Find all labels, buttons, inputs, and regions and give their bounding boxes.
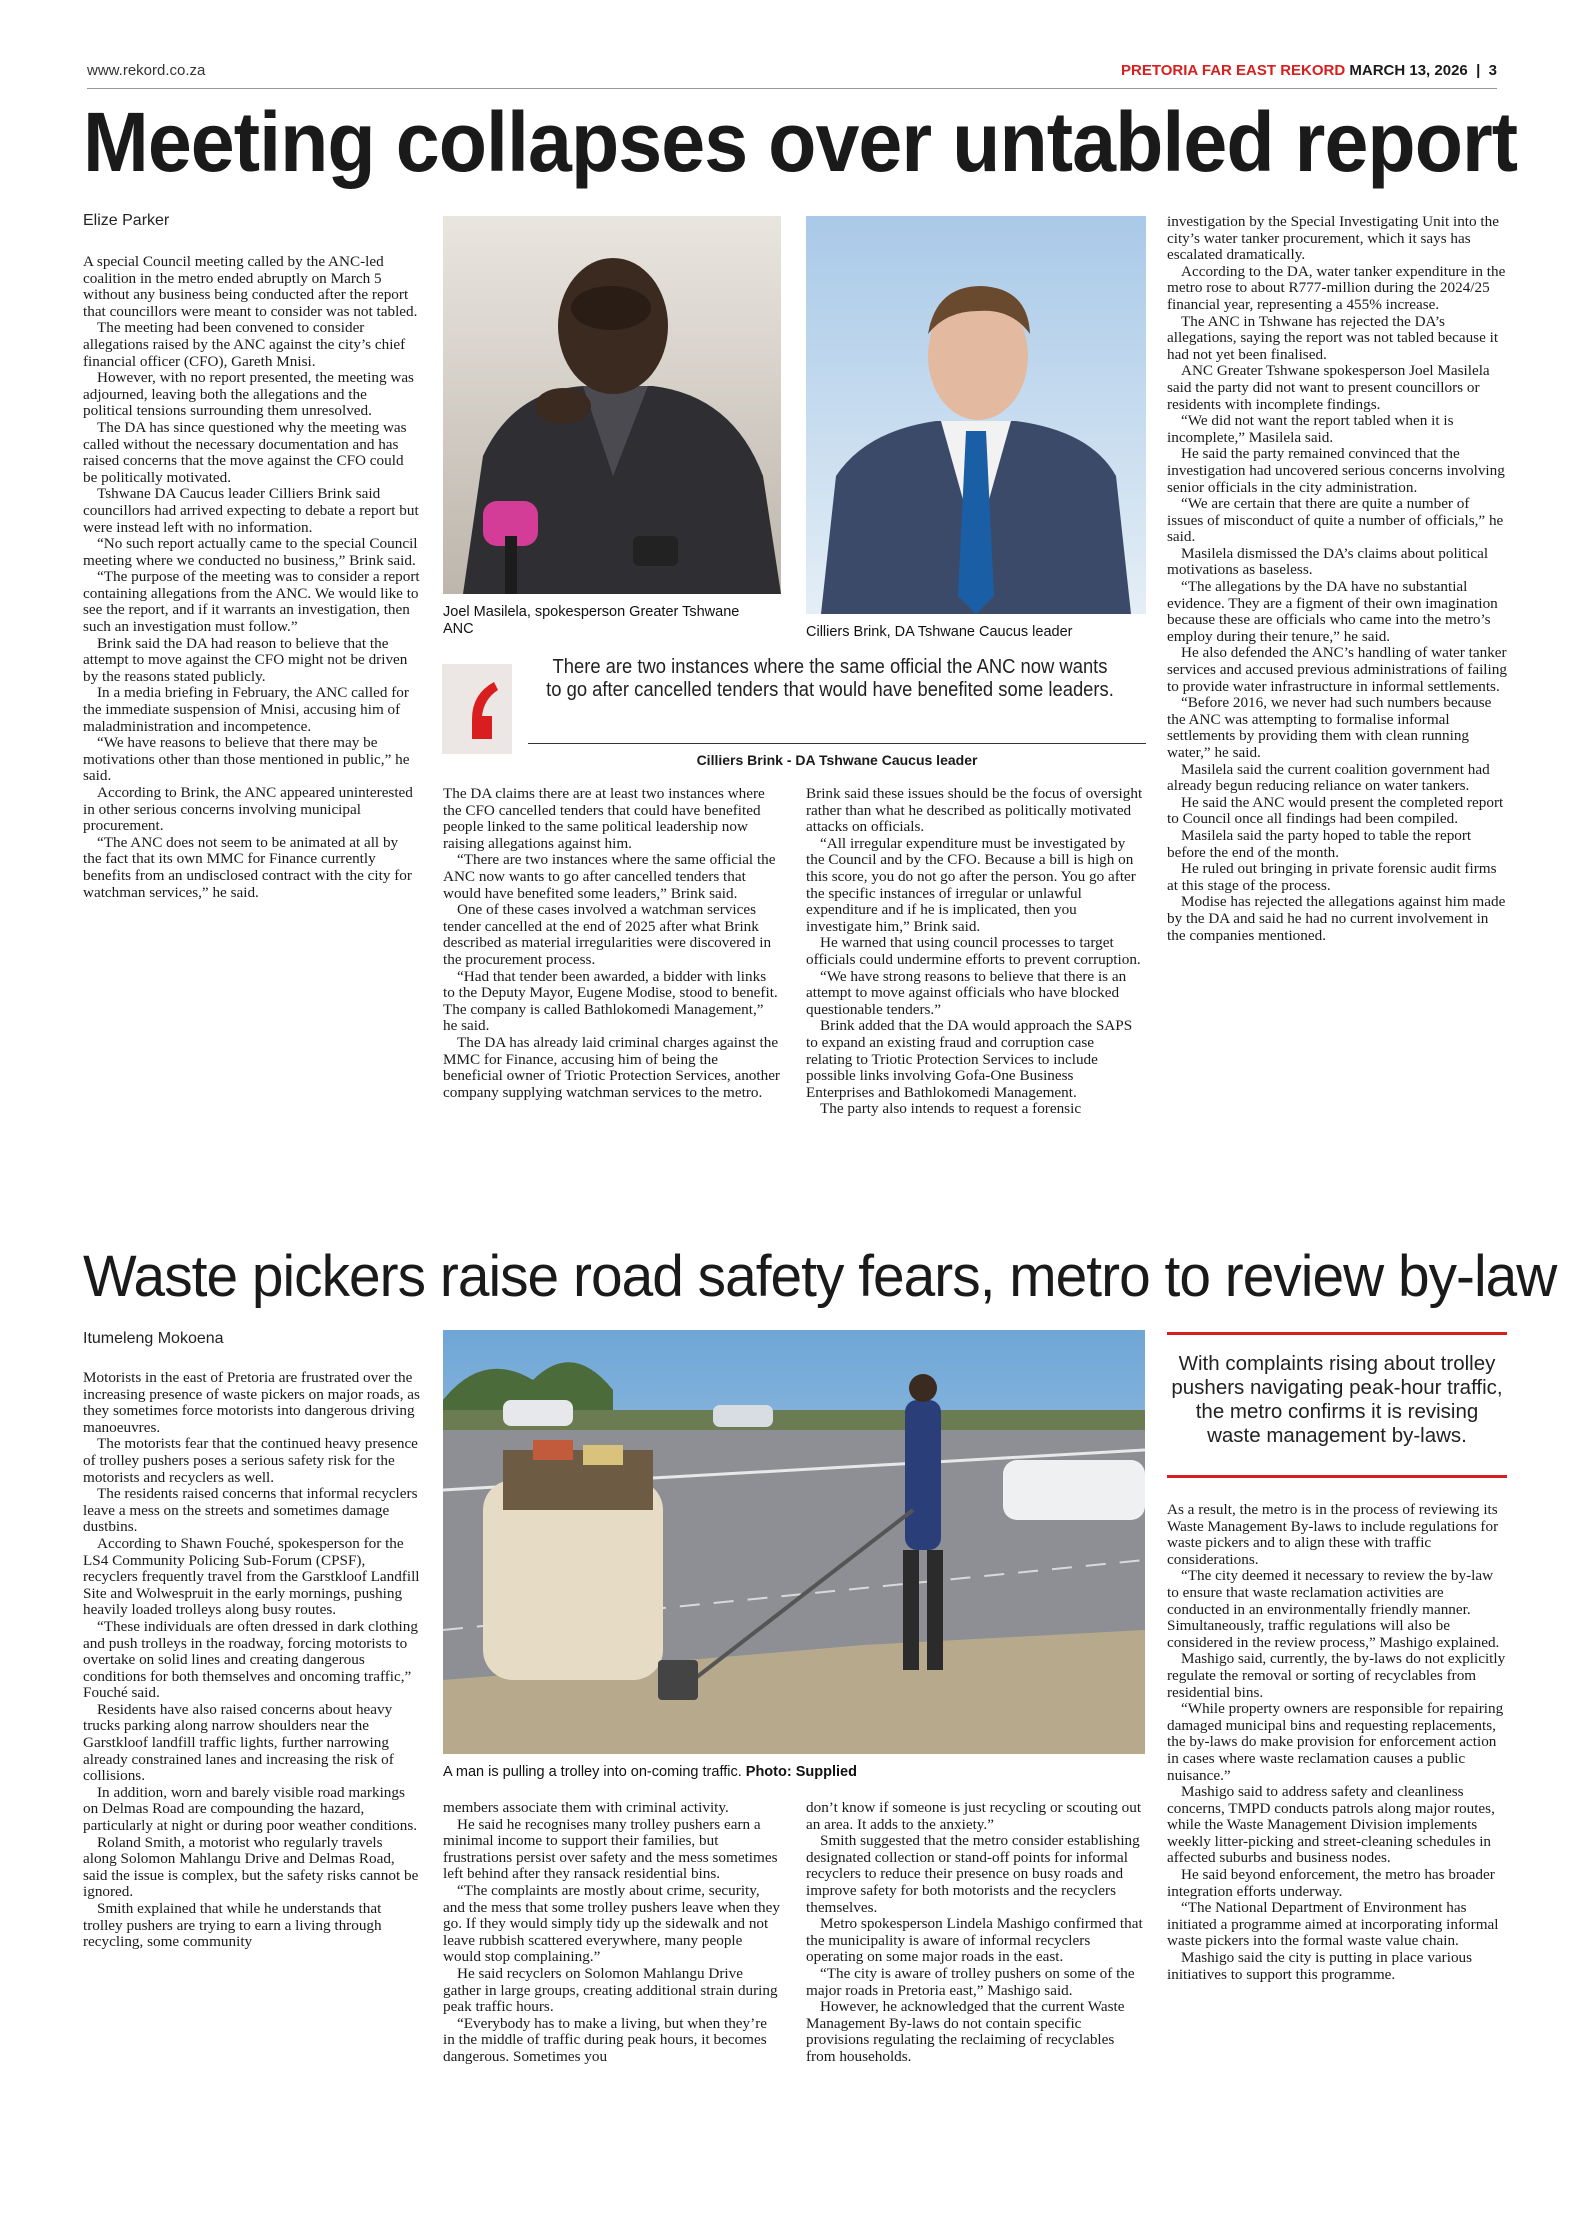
paragraph: “The National Department of Environment has initiated a programme aimed at incorporating informal waste pickers into the formal waste value chain. [1167,1899,1499,1950]
paragraph: In a media briefing in February, the ANC called for the immediate suspension of Mnisi, accusing him of maladministration and incompetence. [83,684,409,735]
pull-quote: There are two instances where the same official the ANC now wants to go after cancelled tenders that would have benefited some leaders. [546,656,1114,701]
photo-waste-picker [443,1330,1145,1754]
paragraph: The residents raised concerns that informal recyclers leave a mess on the streets and sometimes damage dustbins. [83,1485,418,1536]
article2-column-3 [806,1800,1144,2180]
paragraph: Metro spokesperson Lindela Mashigo confirmed that the municipality is aware of informal recyclers operating on some major roads in the east. [806,1915,1143,1966]
header-separator: | [1476,62,1481,79]
paragraph: Tshwane DA Caucus leader Cilliers Brink said councillors had arrived expecting to debate a report but were instead left with no information. [83,485,419,536]
paragraph: According to the DA, water tanker expenditure in the metro rose to about R777-million during the 2024/25 financial year, representing a 455% increase. [1167,262,1506,313]
paragraph: Roland Smith, a motorist who regularly travels along Solomon Mahlangu Drive and Delmas Road, said the issue is complex, but the safety risks cannot be ignored. [83,1833,419,1901]
photo1-caption: Joel Masilela, spokesperson Greater Tshwane ANC [443,604,740,637]
portrait-image [443,216,781,594]
photo-credit: Photo: Supplied [745,1764,857,1780]
pull-quote-rule [528,743,1146,744]
paragraph: “No such report actually came to the special Council meeting where we conducted no business,” Brink said. [83,535,418,569]
paragraph: The meeting had been convened to consider allegations raised by the ANC against the city’s chief financial officer (CFO), Gareth Mnisi. [83,319,406,370]
paragraph: “We have reasons to believe that there may be motivations other than those mentioned in public,” he said. [83,734,410,785]
paragraph: “The city is aware of trolley pushers on some of the major roads in Pretoria east,” Mashigo said. [806,1964,1135,1999]
paragraph: Motorists in the east of Pretoria are frustrated over the increasing presence of waste pickers on major roads, as they sometimes force motorists into dangerous driving manoeuvres. [83,1370,420,1436]
paragraph: ANC Greater Tshwane spokesperson Joel Masilela said the party did not want to present councillors or residents with incomplete findings. [1167,362,1490,413]
photo2-caption: Cilliers Brink, DA Tshwane Caucus leader [806,624,1073,640]
paragraph: In addition, worn and barely visible road markings on Delmas Road are compounding the hazard, particularly at night or during poor weather conditions. [83,1783,418,1835]
paragraph: investigation by the Special Investigating Unit into the city’s water tanker procurement, which it says has escalated dramatically. [1167,214,1499,264]
site-url: www.rekord.co.za [87,62,206,79]
article2-column-2 [443,1800,781,2180]
paragraph: The motorists fear that the continued heavy presence of trolley pushers poses a serious safety risk for the motorists and recyclers as well. [83,1435,418,1486]
header-rule [87,88,1497,89]
paragraph: He said the ANC would present the completed report to Council once all findings had been compiled. [1167,793,1504,828]
paragraph: don’t know if someone is just recycling or scouting out an area. It adds to the anxiety.” [806,1800,1142,1833]
article1-byline: Elize Parker [83,212,170,229]
paragraph: The ANC in Tshwane has rejected the DA’s allegations, saying the report was not tabled because it had not yet been finalised. [1167,312,1499,363]
paragraph: “All irregular expenditure must be investigated by the Council and by the CFO. Because a bill is high on this score, you do not go after the person. You go after the specific instances of irregular or unlawful expenditure and if he is implicated, then you investigate him,” Brink said. [806,834,1136,935]
portrait-image [806,216,1146,614]
paragraph: Masilela said the party hoped to table the report before the end of the month. [1167,826,1472,861]
paragraph: However, with no report presented, the meeting was adjourned, leaving both the allegations and the political tensions surrounding them unresolved. [83,369,414,420]
paragraph: Smith suggested that the metro consider establishing designated collection or stand-off points for informal recyclers to reduce their presence on busy roads and improve safety for both motorists and the recyclers themselves. [806,1832,1140,1916]
paragraph: The party also intends to request a forensic [820,1100,1082,1118]
paragraph: Residents have also raised concerns about heavy trucks parking along narrow shoulders near the Garstkloof landfill traffic lights, further narrowing already constrained lanes and increasing the risk of collisions. [83,1700,394,1785]
photo-joel-masilela [443,216,781,594]
paragraph: The DA claims there are at least two instances where the CFO cancelled tenders that could have benefited people linked to the same political leadership now raising allegations against him. [443,786,765,852]
paragraph: “The purpose of the meeting was to consider a report containing allegations from the ANC. We would like to see the report, and if it warrants an investigation, then such an investigation must follow.” [83,568,420,636]
paragraph: members associate them with criminal activity. [443,1800,729,1816]
paragraph: “We did not want the report tabled when it is incomplete,” Masilela said. [1167,412,1454,446]
article2-column-4 [1167,1502,1507,2182]
paragraph: According to Shawn Fouché, spokesperson for the LS4 Community Policing Sub-Forum (CPSF), recyclers frequently travel from the Garstkloof Landfill Site and Wolwespruit in the early mornings, pushing heavily loaded trolleys along busy routes. [83,1534,420,1619]
publication-name: PRETORIA FAR EAST REKORD [1121,62,1346,79]
article1-headline: Meeting collapses over untabled report [83,95,1518,189]
sidebox-top-rule [1167,1332,1507,1335]
page-number: 3 [1488,62,1497,79]
paragraph: “Everybody has to make a living, but when they’re in the middle of traffic during peak hours, it becomes dangerous. Sometimes you [443,2014,767,2065]
paragraph: Masilela dismissed the DA’s claims about political motivations as baseless. [1167,544,1489,579]
paragraph: “While property owners are responsible for repairing damaged municipal bins and requesting replacements, the by-laws do make provision for enforcement action in cases where waste reclamation causes a public nuisance.” [1167,1700,1504,1784]
paragraph: A special Council meeting called by the ANC-led coalition in the metro ended abruptly on March 5 without any business being conducted after the report that councillors were meant to consider was not tabled. [83,254,418,320]
paragraph: The DA has already laid criminal charges against the MMC for Finance, accusing him of being the beneficial owner of Triotic Protection Services, another company supplying watchman services to the metro. [443,1033,780,1101]
paragraph: As a result, the metro is in the process of reviewing its Waste Management By-laws to include regulations for waste pickers and to align these with traffic considerations. [1167,1502,1499,1568]
paragraph: “The city deemed it necessary to review the by-law to ensure that waste reclamation activities are conducted in an environmentally friendly manner. Simultaneously, traffic regulations will also be considered in the review process,” Mashigo explained. [1167,1567,1500,1651]
article1-column-1 [83,254,420,1238]
article1-column-2 [443,786,781,1238]
paragraph: Brink said the DA had reason to believe that the attempt to move against the CFO might not be driven by the reasons stated publicly. [83,634,408,685]
paragraph: Mashigo said the city is putting in place various initiatives to support this programme. [1167,1949,1473,1983]
paragraph: He also defended the ANC’s handling of water tanker services and accused previous administrations of failing to provide water infrastructure in informal settlements. [1167,644,1507,695]
street-scene-image [443,1330,1145,1754]
article2-column-1 [83,1370,420,2180]
paragraph: Mashigo said to address safety and cleanliness concerns, TMPD conducts patrols along major routes, while the Waste Management Division implements weekly litter-picking and street-cleaning schedules in affected suburbs and business nodes. [1167,1783,1495,1867]
paragraph: According to Brink, the ANC appeared uninterested in other serious concerns involving municipal procurement. [83,784,413,835]
paragraph: Brink added that the DA would approach the SAPS to expand an existing fraud and corruption case relating to Triotic Protection Services to include possible links involving Gofa-One Business Enterprises and Bathlokomedi Management. [806,1017,1133,1101]
paragraph: He ruled out bringing in private forensic audit firms at this stage of the process. [1167,860,1497,894]
paragraph: However, he acknowledged that the current Waste Management By-laws do not contain specific provisions regulating the reclaiming of recyclables from households. [806,1998,1125,2065]
paragraph: He said the party remained convinced that the investigation had uncovered serious concerns involving senior officials in the city administration. [1167,445,1505,496]
paragraph: Masilela said the current coalition government had already begun reducing reliance on water tankers. [1167,760,1490,795]
paragraph: He said beyond enforcement, the metro has broader integration efforts underway. [1167,1866,1495,1900]
paragraph: “We are certain that there are quite a number of issues of misconduct of quite a number of officials,” he said. [1167,495,1504,546]
paragraph: He said he recognises many trolley pushers earn a minimal income to support their families, but frustrations persist over safety and the mess sometimes left behind after they ransack residential bins. [443,1815,778,1883]
caption-text: A man is pulling a trolley into on-coming traffic. [443,1764,742,1780]
photo-caption [443,1764,1143,1781]
paragraph: “These individuals are often dressed in dark clothing and push trolleys in the roadway, forcing motorists to overtake on solid lines and creating dangerous conditions for both themselves and oncoming traffic,” Fouché said. [83,1617,418,1702]
pull-quote-source: Cilliers Brink - DA Tshwane Caucus leader [696,752,978,768]
paragraph: The DA has since questioned why the meeting was called without the necessary documentation and has raised concerns that the move against the CFO could be politically motivated. [83,418,407,486]
issue-date: MARCH 13, 2026 [1349,62,1468,79]
paragraph: He said recyclers on Solomon Mahlangu Drive gather in large groups, creating additional strain during peak traffic hours. [443,1964,778,2016]
paragraph: “There are two instances where the same official the ANC now wants to go after cancelled tenders that would have benefited some leaders,” Brink said. [443,851,776,902]
article2-headline: Waste pickers raise road safety fears, metro to review by-law [83,1244,1557,1309]
paragraph: “We have strong reasons to believe that there is an attempt to move against officials who have blocked questionable tenders.” [806,967,1127,1018]
article1-column-3 [806,786,1144,1238]
paragraph: Modise has rejected the allegations against him made by the DA and said he had no current involvement in the companies mentioned. [1167,893,1506,944]
paragraph: “The ANC does not seem to be animated at all by the fact that its own MMC for Finance currently benefits from an undisclosed contract with the city for watchman services,” he said. [83,833,412,901]
paragraph: Mashigo said, currently, the by-laws do not explicitly regulate the removal or sorting of recyclables from residential bins. [1167,1650,1506,1701]
paragraph: “The complaints are mostly about crime, security, and the mess that some trolley pushers leave when they go. If they would simply tidy up the sidewalk and not leave rubbish scattered everywhere, many people would stop complaining.” [443,1881,780,1966]
paragraph: “Before 2016, we never had such numbers because the ANC was attempting to formalise informal settlements by providing them with clean running water,” he said. [1167,694,1492,761]
paragraph: Brink said these issues should be the focus of oversight rather than what he described as politically motivated attacks on officials. [806,786,1143,836]
masthead-info [1121,62,1497,79]
paragraph: One of these cases involved a watchman services tender cancelled at the end of 2025 after what Brink described as material irregularities were discovered in the procurement process. [443,901,772,968]
sidebox-bottom-rule [1167,1475,1507,1478]
paragraph: Smith explained that while he understands that trolley pushers are trying to earn a living through recycling, some community [83,1900,382,1951]
quote-mark-icon [442,664,512,754]
article2-byline: Itumeleng Mokoena [83,1330,224,1347]
paragraph: “Had that tender been awarded, a bidder with links to the Deputy Mayor, Eugene Modise, stood to benefit. The company is called Bathlokomedi Management,” he said. [443,967,778,1035]
sidebox-summary: With complaints rising about trolley pushers navigating peak-hour traffic, the metro confirms it is revising waste management by-laws. [1171,1352,1503,1447]
paragraph: He warned that using council processes to target officials could undermine efforts to prevent corruption. [806,934,1141,968]
paragraph: “The allegations by the DA have no substantial evidence. They are a figment of their own imagination because these are officials who came into the metro’s employ during their tenure,” he said. [1167,578,1498,645]
photo-cilliers-brink [806,216,1146,614]
article1-column-4 [1167,214,1507,1238]
